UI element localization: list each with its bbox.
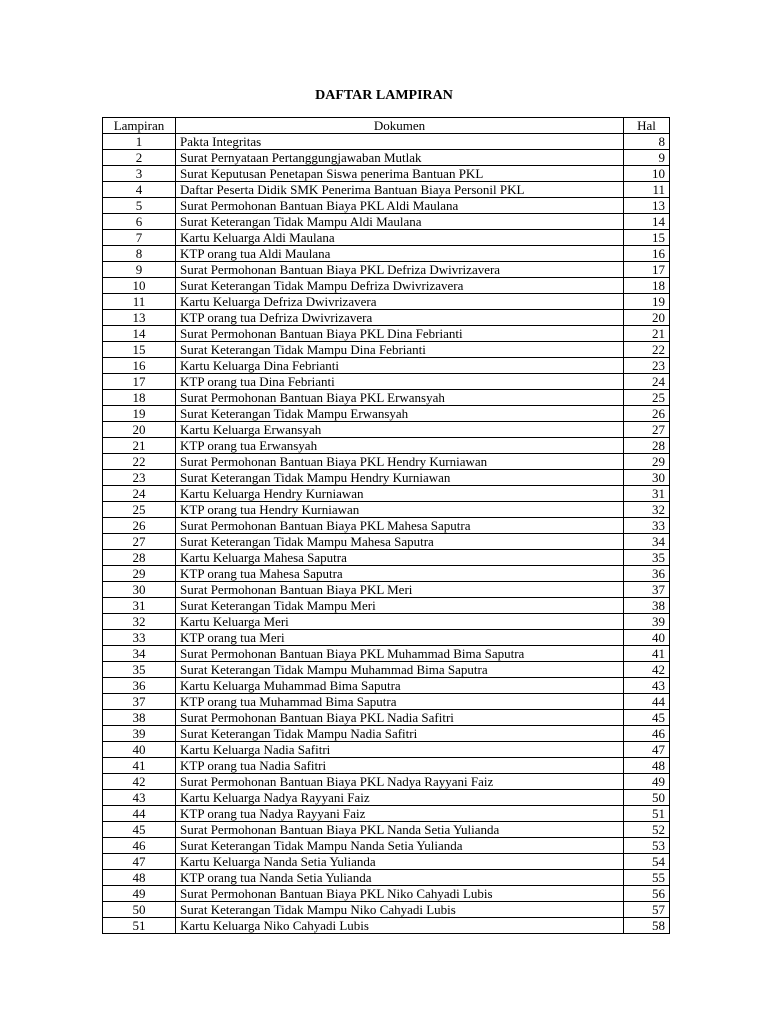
row-document: Surat Keterangan Tidak Mampu Erwansyah: [176, 406, 624, 422]
row-document: Surat Keterangan Tidak Mampu Muhammad Bima Saputra: [176, 662, 624, 678]
row-page: 9: [624, 150, 670, 166]
row-document: Surat Permohonan Bantuan Biaya PKL Mahesa Saputra: [176, 518, 624, 534]
row-page: 49: [624, 774, 670, 790]
row-number: 35: [103, 662, 176, 678]
row-number: 31: [103, 598, 176, 614]
row-document: Surat Keterangan Tidak Mampu Hendry Kurniawan: [176, 470, 624, 486]
row-number: 10: [103, 278, 176, 294]
row-document: Kartu Keluarga Nadia Safitri: [176, 742, 624, 758]
row-number: 7: [103, 230, 176, 246]
row-document: Kartu Keluarga Hendry Kurniawan: [176, 486, 624, 502]
table-row: [103, 870, 670, 886]
row-document: Surat Permohonan Bantuan Biaya PKL Erwansyah: [176, 390, 624, 406]
row-page: 33: [624, 518, 670, 534]
table-row: [103, 566, 670, 582]
row-page: 31: [624, 486, 670, 502]
row-document: Surat Permohonan Bantuan Biaya PKL Dina Febrianti: [176, 326, 624, 342]
row-document: Surat Keterangan Tidak Mampu Nadia Safitri: [176, 726, 624, 742]
row-page: 21: [624, 326, 670, 342]
row-document: Surat Permohonan Bantuan Biaya PKL Defriza Dwivrizavera: [176, 262, 624, 278]
row-number: 15: [103, 342, 176, 358]
table-row: [103, 278, 670, 294]
row-number: 21: [103, 438, 176, 454]
row-document: KTP orang tua Nadya Rayyani Faiz: [176, 806, 624, 822]
row-page: 35: [624, 550, 670, 566]
row-document: Surat Keterangan Tidak Mampu Defriza Dwivrizavera: [176, 278, 624, 294]
row-page: 56: [624, 886, 670, 902]
table-row: [103, 598, 670, 614]
row-number: 1: [103, 134, 176, 150]
row-page: 20: [624, 310, 670, 326]
header-hal: Hal: [624, 118, 670, 134]
row-page: 36: [624, 566, 670, 582]
row-document: Surat Permohonan Bantuan Biaya PKL Niko Cahyadi Lubis: [176, 886, 624, 902]
row-page: 45: [624, 710, 670, 726]
table-row: [103, 918, 670, 934]
table-row: [103, 374, 670, 390]
row-number: 32: [103, 614, 176, 630]
row-page: 13: [624, 198, 670, 214]
table-row: [103, 886, 670, 902]
row-document: Surat Permohonan Bantuan Biaya PKL Nadia Safitri: [176, 710, 624, 726]
row-page: 22: [624, 342, 670, 358]
table-body: [103, 134, 670, 934]
row-page: 26: [624, 406, 670, 422]
table-row: [103, 614, 670, 630]
row-document: Surat Keterangan Tidak Mampu Nanda Setia Yulianda: [176, 838, 624, 854]
row-document: KTP orang tua Aldi Maulana: [176, 246, 624, 262]
row-number: 13: [103, 310, 176, 326]
row-document: Kartu Keluarga Meri: [176, 614, 624, 630]
row-number: 43: [103, 790, 176, 806]
attachment-table: [102, 117, 670, 934]
row-number: 30: [103, 582, 176, 598]
table-row: [103, 902, 670, 918]
row-page: 46: [624, 726, 670, 742]
row-page: 58: [624, 918, 670, 934]
row-page: 32: [624, 502, 670, 518]
row-document: Surat Keterangan Tidak Mampu Dina Febrianti: [176, 342, 624, 358]
table-row: [103, 518, 670, 534]
row-number: 37: [103, 694, 176, 710]
row-document: KTP orang tua Nanda Setia Yulianda: [176, 870, 624, 886]
row-number: 19: [103, 406, 176, 422]
row-number: 23: [103, 470, 176, 486]
row-number: 24: [103, 486, 176, 502]
row-page: 18: [624, 278, 670, 294]
table-row: [103, 230, 670, 246]
row-number: 34: [103, 646, 176, 662]
row-number: 42: [103, 774, 176, 790]
table-row: [103, 326, 670, 342]
row-number: 26: [103, 518, 176, 534]
row-page: 54: [624, 854, 670, 870]
row-number: 9: [103, 262, 176, 278]
row-number: 33: [103, 630, 176, 646]
row-page: 55: [624, 870, 670, 886]
row-document: KTP orang tua Erwansyah: [176, 438, 624, 454]
table-row: [103, 294, 670, 310]
row-page: 28: [624, 438, 670, 454]
table-row: [103, 790, 670, 806]
row-document: Surat Keterangan Tidak Mampu Mahesa Saputra: [176, 534, 624, 550]
row-number: 16: [103, 358, 176, 374]
row-number: 4: [103, 182, 176, 198]
row-page: 29: [624, 454, 670, 470]
row-number: 14: [103, 326, 176, 342]
table-row: [103, 134, 670, 150]
row-page: 10: [624, 166, 670, 182]
row-page: 25: [624, 390, 670, 406]
row-number: 44: [103, 806, 176, 822]
table-row: [103, 630, 670, 646]
table-row: [103, 758, 670, 774]
table-row: [103, 182, 670, 198]
row-page: 39: [624, 614, 670, 630]
row-page: 37: [624, 582, 670, 598]
row-document: Surat Keterangan Tidak Mampu Aldi Maulana: [176, 214, 624, 230]
row-page: 30: [624, 470, 670, 486]
row-number: 17: [103, 374, 176, 390]
table-row: [103, 534, 670, 550]
row-number: 6: [103, 214, 176, 230]
row-document: Kartu Keluarga Niko Cahyadi Lubis: [176, 918, 624, 934]
row-page: 48: [624, 758, 670, 774]
table-row: [103, 150, 670, 166]
page-title: DAFTAR LAMPIRAN: [315, 88, 453, 103]
table-row: [103, 406, 670, 422]
row-number: 46: [103, 838, 176, 854]
row-document: Kartu Keluarga Dina Febrianti: [176, 358, 624, 374]
row-number: 40: [103, 742, 176, 758]
row-page: 16: [624, 246, 670, 262]
row-number: 20: [103, 422, 176, 438]
row-number: 29: [103, 566, 176, 582]
row-page: 51: [624, 806, 670, 822]
table-row: [103, 726, 670, 742]
table-row: [103, 806, 670, 822]
row-document: Kartu Keluarga Nanda Setia Yulianda: [176, 854, 624, 870]
row-document: Kartu Keluarga Defriza Dwivrizavera: [176, 294, 624, 310]
table-row: [103, 358, 670, 374]
row-number: 8: [103, 246, 176, 262]
row-page: 40: [624, 630, 670, 646]
table-row: [103, 310, 670, 326]
table-row: [103, 390, 670, 406]
table-row: [103, 646, 670, 662]
row-number: 25: [103, 502, 176, 518]
table-row: [103, 710, 670, 726]
row-document: KTP orang tua Muhammad Bima Saputra: [176, 694, 624, 710]
row-number: 51: [103, 918, 176, 934]
row-number: 2: [103, 150, 176, 166]
table-row: [103, 262, 670, 278]
table-row: [103, 422, 670, 438]
row-document: KTP orang tua Defriza Dwivrizavera: [176, 310, 624, 326]
row-page: 17: [624, 262, 670, 278]
row-document: Surat Permohonan Bantuan Biaya PKL Nanda Setia Yulianda: [176, 822, 624, 838]
row-number: 22: [103, 454, 176, 470]
row-page: 11: [624, 182, 670, 198]
row-document: Surat Pernyataan Pertanggungjawaban Mutlak: [176, 150, 624, 166]
table-row: [103, 822, 670, 838]
table-row: [103, 502, 670, 518]
row-page: 14: [624, 214, 670, 230]
table-row: [103, 246, 670, 262]
table-row: [103, 662, 670, 678]
row-page: 38: [624, 598, 670, 614]
row-document: Kartu Keluarga Nadya Rayyani Faiz: [176, 790, 624, 806]
row-number: 45: [103, 822, 176, 838]
row-page: 23: [624, 358, 670, 374]
row-document: Surat Permohonan Bantuan Biaya PKL Hendry Kurniawan: [176, 454, 624, 470]
table-row: [103, 742, 670, 758]
row-number: 18: [103, 390, 176, 406]
row-number: 47: [103, 854, 176, 870]
row-number: 48: [103, 870, 176, 886]
row-page: 8: [624, 134, 670, 150]
row-number: 11: [103, 294, 176, 310]
row-page: 24: [624, 374, 670, 390]
row-document: Kartu Keluarga Aldi Maulana: [176, 230, 624, 246]
row-number: 50: [103, 902, 176, 918]
header-dokumen: Dokumen: [176, 118, 624, 134]
row-document: KTP orang tua Mahesa Saputra: [176, 566, 624, 582]
row-document: Surat Permohonan Bantuan Biaya PKL Muhammad Bima Saputra: [176, 646, 624, 662]
row-page: 19: [624, 294, 670, 310]
table-row: [103, 774, 670, 790]
row-page: 52: [624, 822, 670, 838]
row-document: Surat Keterangan Tidak Mampu Meri: [176, 598, 624, 614]
row-number: 49: [103, 886, 176, 902]
row-number: 28: [103, 550, 176, 566]
row-number: 3: [103, 166, 176, 182]
row-document: Surat Permohonan Bantuan Biaya PKL Meri: [176, 582, 624, 598]
row-number: 5: [103, 198, 176, 214]
row-number: 41: [103, 758, 176, 774]
row-page: 42: [624, 662, 670, 678]
row-document: KTP orang tua Meri: [176, 630, 624, 646]
table-row: [103, 678, 670, 694]
table-row: [103, 166, 670, 182]
row-number: 36: [103, 678, 176, 694]
row-document: Daftar Peserta Didik SMK Penerima Bantuan Biaya Personil PKL: [176, 182, 624, 198]
row-page: 15: [624, 230, 670, 246]
row-page: 50: [624, 790, 670, 806]
row-document: KTP orang tua Dina Febrianti: [176, 374, 624, 390]
row-number: 39: [103, 726, 176, 742]
row-document: KTP orang tua Hendry Kurniawan: [176, 502, 624, 518]
table-row: [103, 550, 670, 566]
row-document: Surat Permohonan Bantuan Biaya PKL Aldi Maulana: [176, 198, 624, 214]
row-document: Kartu Keluarga Mahesa Saputra: [176, 550, 624, 566]
row-page: 47: [624, 742, 670, 758]
row-document: Surat Keputusan Penetapan Siswa penerima Bantuan PKL: [176, 166, 624, 182]
row-document: Surat Keterangan Tidak Mampu Niko Cahyadi Lubis: [176, 902, 624, 918]
table-row: [103, 486, 670, 502]
row-document: Pakta Integritas: [176, 134, 624, 150]
table-row: [103, 438, 670, 454]
row-number: 38: [103, 710, 176, 726]
row-page: 53: [624, 838, 670, 854]
table-row: [103, 198, 670, 214]
table-header-row: [103, 118, 670, 134]
table-row: [103, 582, 670, 598]
row-document: Surat Permohonan Bantuan Biaya PKL Nadya Rayyani Faiz: [176, 774, 624, 790]
row-document: KTP orang tua Nadia Safitri: [176, 758, 624, 774]
row-page: 44: [624, 694, 670, 710]
table-row: [103, 470, 670, 486]
table-row: [103, 694, 670, 710]
table-row: [103, 854, 670, 870]
table-row: [103, 214, 670, 230]
row-page: 41: [624, 646, 670, 662]
table-row: [103, 454, 670, 470]
row-page: 57: [624, 902, 670, 918]
row-page: 34: [624, 534, 670, 550]
row-page: 43: [624, 678, 670, 694]
table-row: [103, 342, 670, 358]
row-document: Kartu Keluarga Muhammad Bima Saputra: [176, 678, 624, 694]
row-page: 27: [624, 422, 670, 438]
table-row: [103, 838, 670, 854]
row-number: 27: [103, 534, 176, 550]
header-lampiran: Lampiran: [103, 118, 176, 134]
row-document: Kartu Keluarga Erwansyah: [176, 422, 624, 438]
